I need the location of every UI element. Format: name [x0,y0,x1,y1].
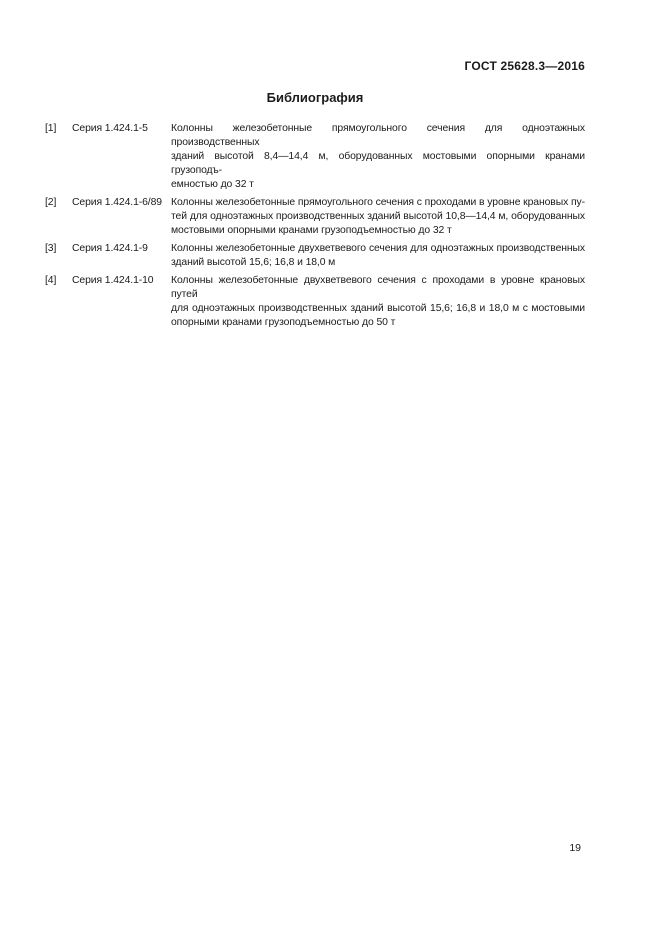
entry-description [171,274,585,330]
entry-description [171,242,585,270]
bibliography-entry [45,196,585,238]
entry-ref: [1] [45,123,57,134]
entry-description-line: для одноэтажных производственных зданий высотой 15,6; 16,8 и 18,0 м с мостовыми [171,303,585,314]
page-title: Библиография [266,90,364,105]
entry-description [171,122,585,192]
entry-description-line: зданий высотой 8,4—14,4 м, оборудованных мостовыми опорными кранами грузоподъ- [171,151,585,176]
entry-description-line: опорными кранами грузоподъемностью до 50 т [171,317,396,328]
entry-ref: [4] [45,275,57,286]
entry-series: Серия 1.424.1-9 [72,243,148,254]
bibliography-list [45,122,585,334]
bibliography-entry [45,274,585,330]
document-header: ГОСТ 25628.3—2016 [464,59,585,73]
entry-description-line: тей для одноэтажных производственных зданий высотой 10,8—14,4 м, оборудованных [171,211,585,222]
entry-description-line: Колонны железобетонные прямоугольного сечения для одноэтажных производственных [171,123,585,148]
entry-description-line: Колонны железобетонные прямоугольного сечения с проходами в уровне крановых пу- [171,197,585,208]
entry-description-line: емностью до 32 т [171,179,254,190]
entry-description-line: зданий высотой 15,6; 16,8 и 18,0 м [171,257,336,268]
entry-series: Серия 1.424.1-6/89 [72,197,162,208]
entry-description [171,196,585,238]
bibliography-entry [45,122,585,192]
entry-ref: [2] [45,197,57,208]
entry-series: Серия 1.424.1-10 [72,275,154,286]
entry-ref: [3] [45,243,57,254]
bibliography-entry [45,242,585,270]
entry-description-line: Колонны железобетонные двухветвевого сечения с проходами в уровне крановых путей [171,275,585,300]
entry-description-line: Колонны железобетонные двухветвевого сечения для одноэтажных производственных [171,243,585,254]
entry-description-line: мостовыми опорными кранами грузоподъемностью до 32 т [171,225,452,236]
page-number: 19 [569,842,581,854]
entry-series: Серия 1.424.1-5 [72,123,148,134]
